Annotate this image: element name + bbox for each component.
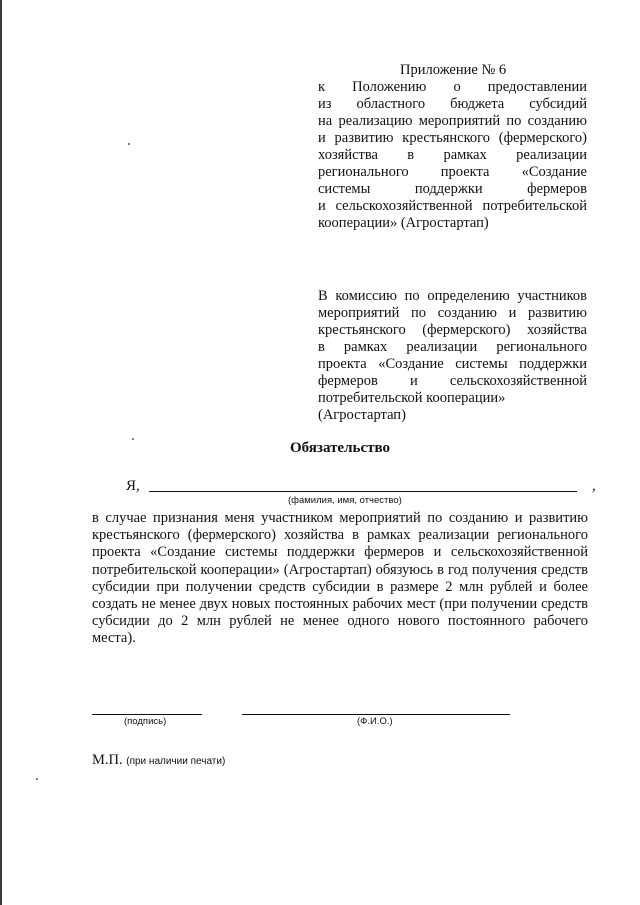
- appendix-line: к Положению о предоставлении: [318, 79, 587, 95]
- document-title: Обязательство: [290, 440, 390, 456]
- appendix-block: [318, 62, 587, 232]
- obligation-text: в случае признания меня участником мероприятий по созданию и развитию крестьянского (фермерского) хозяйства в рамках реализации регионального проекта «Создание системы поддержки фермеров и сельскохозяйственной потребительской кооперации» (Агростартап) обязуюсь в год получения средств субсидии при получении средств субсидии в размере 2 млн рублей и более создать не менее двух новых постоянных рабочих мест (при получении средств субсидии до 2 млн рублей не менее одного нового постоянного рабочего места).: [92, 510, 588, 647]
- stamp-note: (при наличии печати): [126, 756, 226, 767]
- stamp-place: [92, 752, 225, 769]
- appendix-line: кооперации» (Агростартап): [318, 215, 489, 231]
- appendix-line: и сельскохозяйственной потребительской: [318, 198, 587, 214]
- scan-speck: [132, 438, 134, 440]
- addressee-line: фермеров и сельскохозяйственной: [318, 373, 587, 389]
- signature-caption: (подпись): [124, 716, 167, 727]
- addressee-line: проекта «Создание системы поддержки: [318, 356, 587, 372]
- addressee-line: в рамках реализации регионального: [318, 339, 587, 355]
- appendix-line: и развитию крестьянского (фермерского): [318, 130, 587, 146]
- appendix-line: регионального проекта «Создание: [318, 164, 587, 180]
- appendix-line: на реализацию мероприятий по созданию: [318, 113, 587, 129]
- stamp-label: М.П.: [92, 752, 123, 768]
- appendix-line: из областного бюджета субсидий: [318, 96, 587, 112]
- fullname-caption: (фамилия, имя, отчество): [288, 495, 402, 506]
- addressee-block: [318, 288, 587, 424]
- scan-speck: [128, 143, 130, 145]
- addressee-line: крестьянского (фермерского) хозяйства: [318, 322, 587, 338]
- addressee-line: В комиссию по определению участников: [318, 288, 587, 304]
- declarant-suffix: ,: [592, 478, 596, 494]
- name-line: [242, 714, 510, 715]
- name-caption: (Ф.И.О.): [357, 716, 393, 727]
- addressee-line: мероприятий по созданию и развитию: [318, 305, 587, 321]
- appendix-line: системы поддержки фермеров: [318, 181, 587, 197]
- appendix-line: хозяйства в рамках реализации: [318, 147, 587, 163]
- signature-line: [92, 714, 202, 715]
- appendix-title: Приложение № 6: [400, 62, 507, 78]
- fullname-fill-line: [149, 491, 577, 492]
- declarant-prefix: Я,: [126, 478, 140, 494]
- scan-speck: [36, 778, 38, 780]
- addressee-line: потребительской кооперации» (Агростартап): [318, 390, 506, 423]
